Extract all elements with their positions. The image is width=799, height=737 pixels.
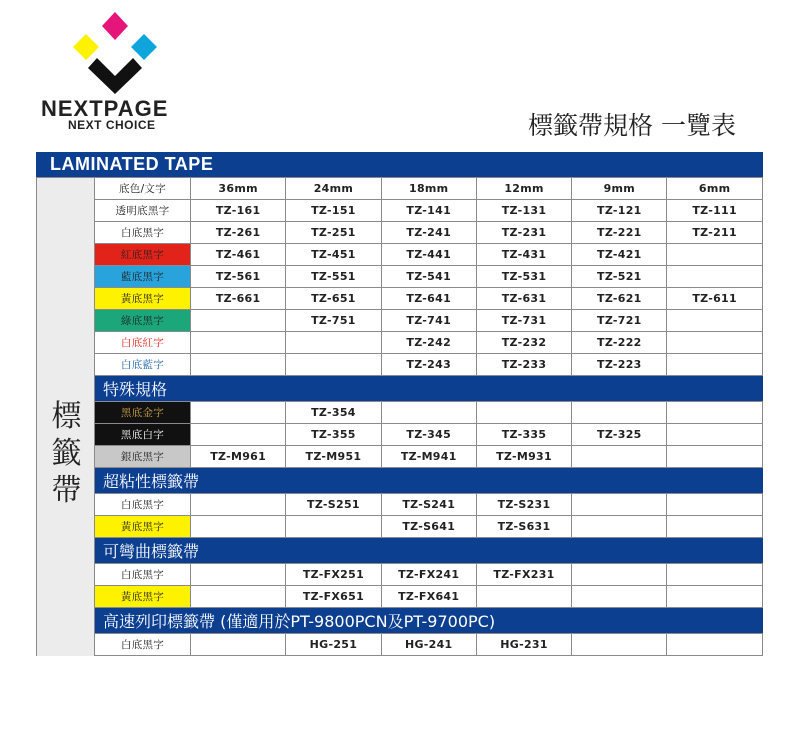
side-label-char: 籤 [51, 436, 82, 471]
model-cell [667, 424, 762, 446]
model-cell: TZ-111 [667, 200, 762, 222]
model-cell: TZ-541 [382, 266, 477, 288]
model-cell: TZ-141 [382, 200, 477, 222]
model-cell: TZ-345 [382, 424, 477, 446]
page-title: 標籤帶規格 一覽表 [528, 111, 736, 140]
header-size: 12mm [477, 178, 572, 200]
model-cell: TZ-751 [286, 310, 381, 332]
model-cell [286, 354, 381, 376]
table-row [95, 222, 763, 244]
model-cell: TZ-611 [667, 288, 762, 310]
table-grid [36, 178, 763, 656]
model-cell: TZ-441 [382, 244, 477, 266]
table-row [95, 332, 763, 354]
header-size: 36mm [191, 178, 286, 200]
model-cell: TZ-741 [382, 310, 477, 332]
table-band-title: LAMINATED TAPE [36, 152, 763, 178]
model-cell [667, 310, 762, 332]
model-cell: TZ-621 [572, 288, 667, 310]
header-size: 18mm [382, 178, 477, 200]
row-label: 藍底黑字 [95, 266, 191, 288]
model-cell [477, 586, 572, 608]
model-cell: TZ-731 [477, 310, 572, 332]
header-size: 24mm [286, 178, 381, 200]
section-title: 可彎曲標籤帶 [95, 538, 763, 564]
row-label: 黃底黑字 [95, 516, 191, 538]
model-cell: TZ-721 [572, 310, 667, 332]
model-cell: TZ-S241 [382, 494, 477, 516]
model-cell [667, 634, 762, 656]
section-title: 高速列印標籤帶 (僅適用於PT-9800PCN及PT-9700PC) [95, 608, 763, 634]
model-cell [191, 564, 286, 586]
model-cell: TZ-335 [477, 424, 572, 446]
model-cell: TZ-251 [286, 222, 381, 244]
model-cell: TZ-233 [477, 354, 572, 376]
model-cell: TZ-S251 [286, 494, 381, 516]
table-row [95, 424, 763, 446]
model-cell [572, 586, 667, 608]
model-cell [667, 564, 762, 586]
model-cell [191, 332, 286, 354]
model-cell [572, 402, 667, 424]
model-cell: HG-241 [382, 634, 477, 656]
model-cell: TZ-222 [572, 332, 667, 354]
row-label: 黃底黑字 [95, 586, 191, 608]
model-cell [667, 244, 762, 266]
model-cell: TZ-641 [382, 288, 477, 310]
model-cell [191, 424, 286, 446]
model-cell: TZ-431 [477, 244, 572, 266]
model-cell: TZ-131 [477, 200, 572, 222]
model-cell [191, 310, 286, 332]
model-cell: TZ-M951 [286, 446, 381, 468]
model-cell [382, 402, 477, 424]
row-label: 黑底白字 [95, 424, 191, 446]
model-cell: TZ-121 [572, 200, 667, 222]
row-label: 白底藍字 [95, 354, 191, 376]
model-cell: TZ-FX241 [382, 564, 477, 586]
model-cell: TZ-521 [572, 266, 667, 288]
table-row [95, 402, 763, 424]
model-cell: TZ-461 [191, 244, 286, 266]
model-cell [191, 494, 286, 516]
section-title: 超粘性標籤帶 [95, 468, 763, 494]
model-cell: TZ-232 [477, 332, 572, 354]
model-cell: TZ-FX651 [286, 586, 381, 608]
model-cell [191, 516, 286, 538]
model-cell [667, 266, 762, 288]
header-size: 9mm [572, 178, 667, 200]
model-cell: TZ-M941 [382, 446, 477, 468]
row-label: 白底黑字 [95, 564, 191, 586]
model-cell [191, 634, 286, 656]
row-label: 紅底黑字 [95, 244, 191, 266]
model-cell: TZ-151 [286, 200, 381, 222]
row-label: 綠底黑字 [95, 310, 191, 332]
table-row [95, 494, 763, 516]
table-row [95, 634, 763, 656]
model-cell [667, 354, 762, 376]
table-row [95, 354, 763, 376]
table-row [95, 310, 763, 332]
table-row [95, 288, 763, 310]
model-cell: TZ-355 [286, 424, 381, 446]
tape-spec-table [36, 152, 763, 656]
row-label: 黑底金字 [95, 402, 191, 424]
table-row [95, 244, 763, 266]
model-cell [572, 564, 667, 586]
model-cell: TZ-M961 [191, 446, 286, 468]
row-label: 透明底黑字 [95, 200, 191, 222]
model-cell: TZ-551 [286, 266, 381, 288]
model-cell: TZ-FX251 [286, 564, 381, 586]
model-cell [572, 446, 667, 468]
model-cell [667, 586, 762, 608]
model-cell: TZ-421 [572, 244, 667, 266]
row-label: 白底黑字 [95, 494, 191, 516]
model-cell: TZ-561 [191, 266, 286, 288]
side-column [36, 178, 95, 656]
row-label: 白底黑字 [95, 222, 191, 244]
model-cell: TZ-211 [667, 222, 762, 244]
model-cell: TZ-631 [477, 288, 572, 310]
side-label-char: 標 [51, 399, 82, 434]
model-cell [477, 402, 572, 424]
model-cell: TZ-S641 [382, 516, 477, 538]
model-cell: TZ-531 [477, 266, 572, 288]
model-cell [572, 494, 667, 516]
table-row [95, 446, 763, 468]
table-row [95, 200, 763, 222]
model-cell: TZ-451 [286, 244, 381, 266]
row-label: 黃底黑字 [95, 288, 191, 310]
model-cell: HG-251 [286, 634, 381, 656]
model-cell: TZ-231 [477, 222, 572, 244]
model-cell [191, 402, 286, 424]
model-cell: TZ-661 [191, 288, 286, 310]
model-cell [572, 516, 667, 538]
model-cell: HG-231 [477, 634, 572, 656]
table-row [95, 586, 763, 608]
model-cell: TZ-S631 [477, 516, 572, 538]
header-size: 6mm [667, 178, 762, 200]
model-cell: TZ-354 [286, 402, 381, 424]
model-cell [667, 516, 762, 538]
model-cell: TZ-FX231 [477, 564, 572, 586]
model-cell [286, 516, 381, 538]
section-title: 特殊規格 [95, 376, 763, 402]
model-cell [191, 586, 286, 608]
model-cell: TZ-221 [572, 222, 667, 244]
model-cell: TZ-241 [382, 222, 477, 244]
model-cell [667, 494, 762, 516]
row-label: 白底紅字 [95, 332, 191, 354]
brand-name: NEXTPAGE [41, 96, 169, 121]
model-cell: TZ-S231 [477, 494, 572, 516]
table-row [95, 516, 763, 538]
model-cell [572, 634, 667, 656]
logo-mark-icon [70, 12, 160, 94]
model-cell: TZ-325 [572, 424, 667, 446]
header-row [95, 178, 763, 200]
model-cell: TZ-651 [286, 288, 381, 310]
model-cell: TZ-FX641 [382, 586, 477, 608]
model-cell: TZ-223 [572, 354, 667, 376]
model-cell [191, 354, 286, 376]
header-label: 底色/文字 [95, 178, 191, 200]
row-label: 銀底黑字 [95, 446, 191, 468]
model-cell [667, 402, 762, 424]
model-cell [667, 446, 762, 468]
table-row [95, 266, 763, 288]
side-label-char: 帶 [51, 473, 82, 508]
brand-tagline: NEXT CHOICE [68, 118, 156, 132]
table-row [95, 564, 763, 586]
table-rows [95, 178, 763, 656]
model-cell [667, 332, 762, 354]
model-cell: TZ-161 [191, 200, 286, 222]
model-cell: TZ-M931 [477, 446, 572, 468]
model-cell [286, 332, 381, 354]
model-cell: TZ-261 [191, 222, 286, 244]
row-label: 白底黑字 [95, 634, 191, 656]
model-cell: TZ-242 [382, 332, 477, 354]
model-cell: TZ-243 [382, 354, 477, 376]
